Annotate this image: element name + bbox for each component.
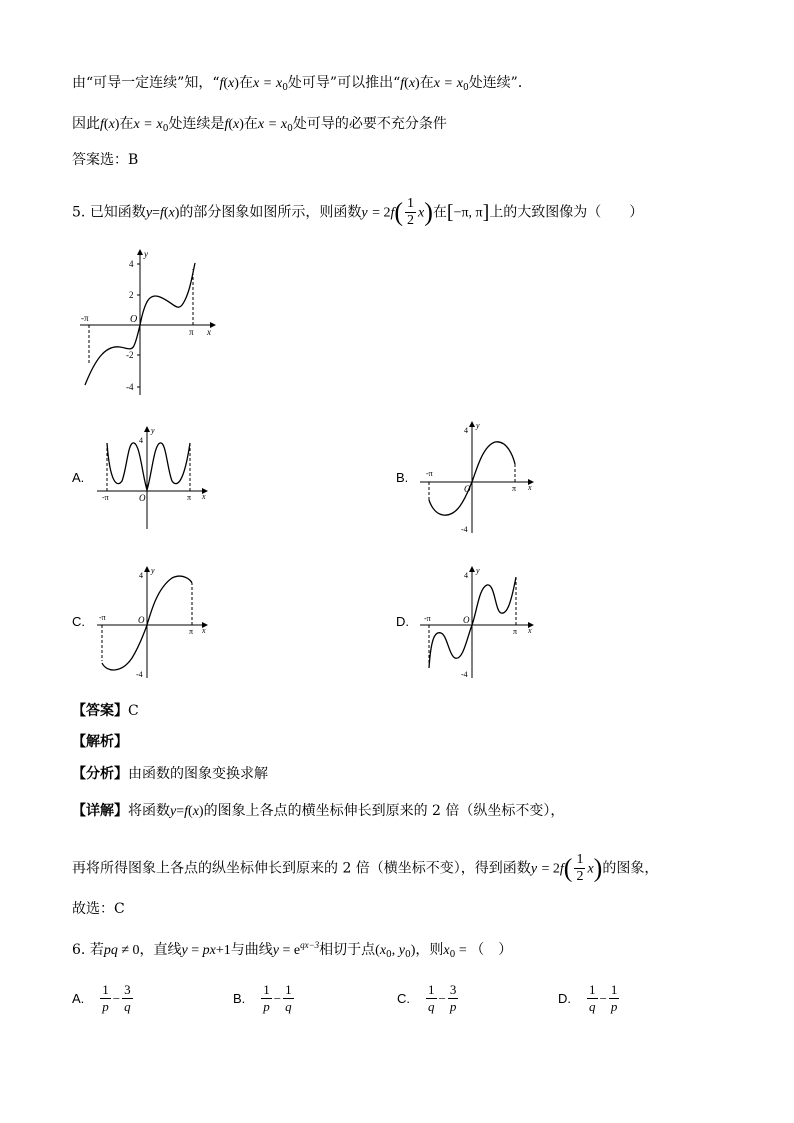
option-b-graph[interactable] (415, 418, 540, 538)
q5-answer: 【答案】C (72, 703, 139, 719)
q5-conclusion: 故选：C (72, 901, 125, 917)
tick-label-2: 2 (129, 290, 134, 300)
tick-label-4: 4 (464, 571, 468, 580)
q6-option-c[interactable]: C. $\frac{1}{q}$ − $\frac{3}{p}$ (397, 982, 457, 1014)
option-a-label[interactable]: A. (72, 470, 85, 485)
origin-label: O (130, 314, 138, 325)
tick-label-neg2: -2 (126, 350, 134, 360)
pi-label: π (512, 484, 517, 493)
tick-label-neg4: -4 (461, 525, 468, 534)
tick-label-4: 4 (129, 259, 134, 269)
q5-stem: 5. 已知函数y=f(x)的部分图象如图所示，则函数y = 2f( $\frac{1}{2}$ x)在[−π, π]上的大致图像为（ ） (72, 196, 644, 228)
y-axis-label: y (151, 426, 155, 435)
q5-detail-1: 【详解】将函数y=f(x)的图象上各点的横坐标伸长到原来的 2 倍（纵坐标不变）， (72, 803, 565, 819)
q6-option-a[interactable]: A. $\frac{1}{p}$ − $\frac{3}{q}$ (72, 982, 131, 1014)
prev-answer: 答案选：B (72, 152, 139, 168)
prev-line-1: 由“可导一定连续”知，“f(x)在$x = x_0$处可导”可以推出“f(x)在$x = x_0$处连续”． (72, 75, 532, 93)
y-axis-label: y (476, 421, 480, 430)
x-axis-label: x (528, 626, 532, 635)
option-c-label[interactable]: C. (72, 614, 85, 629)
q6-stem: 6. 若pq ≠ 0，直线y = px+1与曲线$y = e^{qx-3}$相切于点($x_0$, $y_0$)，则$x_0$ = （ ） (72, 940, 513, 960)
prev-line-2: 因此f(x)在$x = x_0$处连续是f(x)在$x = x_0$处可导的必要不充分条件 (72, 116, 447, 134)
option-a-graph[interactable] (92, 423, 217, 533)
tick-label-4: 4 (464, 426, 468, 435)
origin-label: O (138, 615, 145, 625)
pi-label: π (189, 327, 194, 337)
tick-label-4: 4 (139, 436, 143, 445)
option-d-label[interactable]: D. (396, 614, 409, 629)
neg-pi-label: -π (424, 614, 431, 623)
y-axis-label: y (476, 566, 480, 575)
pi-label: π (513, 627, 518, 636)
neg-pi-label: -π (81, 313, 89, 323)
x-axis-label: x (207, 327, 211, 337)
x-axis-label: x (202, 492, 206, 501)
tick-label-neg4: -4 (126, 382, 134, 392)
x-axis-label: x (202, 626, 206, 635)
neg-pi-label: -π (99, 613, 106, 622)
pi-label: π (189, 627, 194, 636)
y-axis-label: y (151, 566, 155, 575)
origin-label: O (139, 493, 146, 503)
q5-detail-2: 再将所得图象上各点的纵坐标伸长到原来的 2 倍（横坐标不变），得到函数y = 2f( $\frac{1}{2}$ x)的图象， (72, 852, 659, 884)
y-axis-label: y (144, 249, 148, 259)
q5-analysis-heading: 【解析】 (72, 734, 128, 750)
neg-pi-label: -π (102, 493, 109, 502)
main-function-graph (75, 245, 225, 400)
x-axis-label: x (528, 483, 532, 492)
origin-label: O (464, 484, 471, 494)
option-c-graph[interactable] (92, 563, 217, 683)
function-curve (107, 443, 190, 490)
neg-pi-label: -π (426, 469, 433, 478)
pi-label: π (187, 493, 192, 502)
tick-label-neg4: -4 (461, 670, 468, 679)
tick-label-neg4: -4 (136, 670, 143, 679)
option-b-label[interactable]: B. (396, 470, 409, 485)
q6-option-b[interactable]: B. $\frac{1}{p}$ − $\frac{1}{q}$ (233, 982, 292, 1014)
q5-fenxi: 【分析】由函数的图象变换求解 (72, 766, 268, 782)
origin-label: O (463, 615, 470, 625)
q6-option-d[interactable]: D. $\frac{1}{q}$ − $\frac{1}{p}$ (558, 982, 618, 1014)
option-d-graph[interactable] (415, 563, 540, 683)
tick-label-4: 4 (139, 571, 143, 580)
